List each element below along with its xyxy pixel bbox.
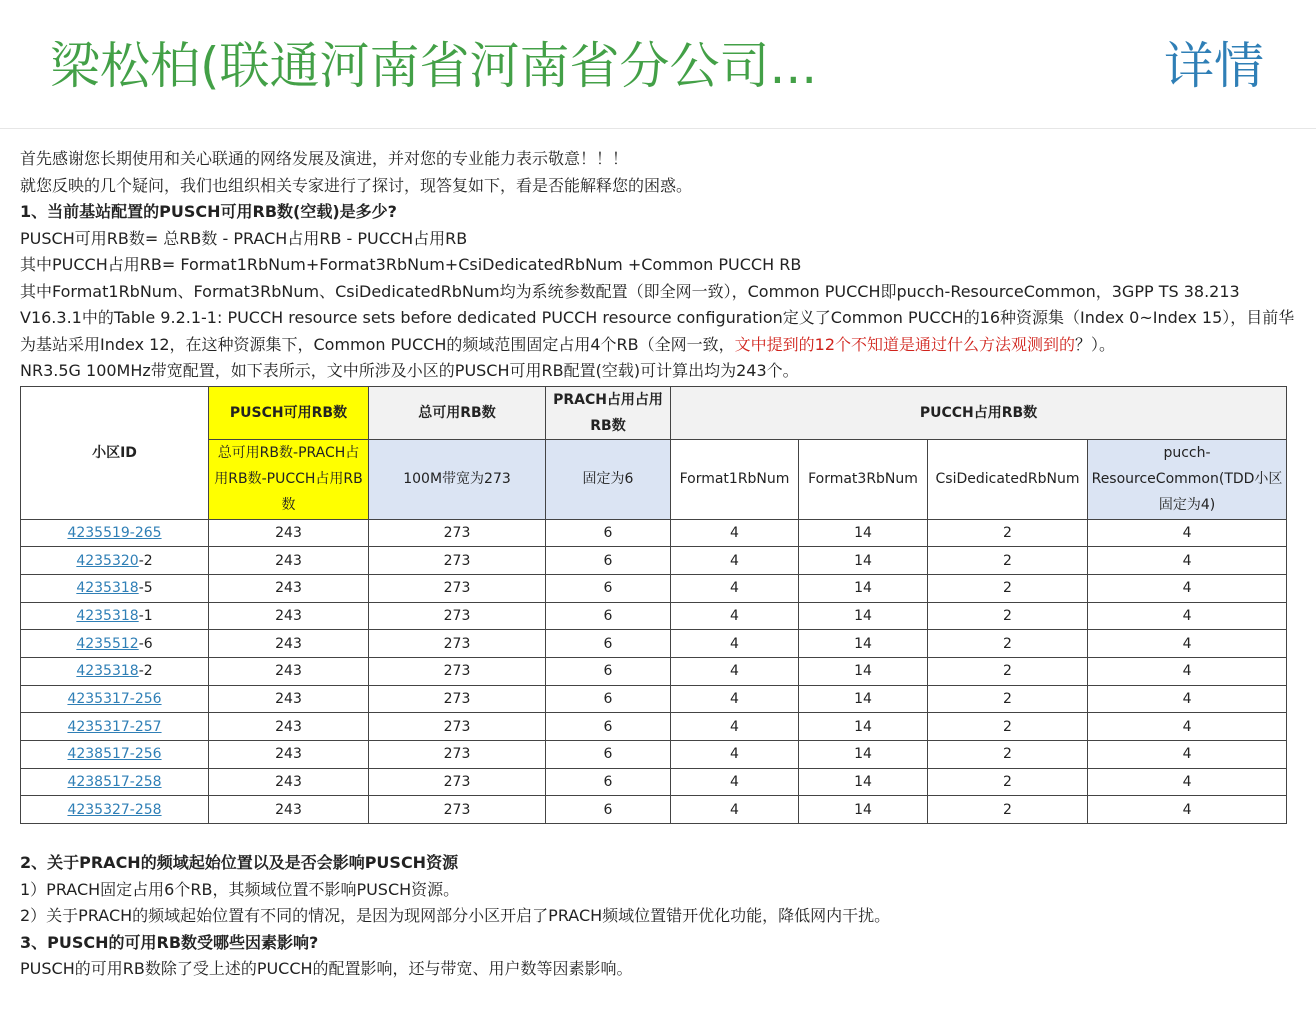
table-row [21,768,1287,796]
format3-cell: 14 [799,657,928,685]
cell-id-suffix: -1 [138,607,153,624]
prach-cell: 6 [546,713,671,741]
cell-id-cell [21,547,209,575]
page-header [0,0,1316,129]
format1-cell: 4 [671,519,799,547]
table-row [21,630,1287,658]
table-row [21,713,1287,741]
cell-id-link[interactable]: 4235318 [76,607,139,624]
total-cell: 273 [369,741,546,769]
pusch-cell: 243 [209,657,369,685]
pusch-cell: 243 [209,574,369,602]
table-row [21,657,1287,685]
header-format1: Format1RbNum [671,439,799,519]
pusch-cell: 243 [209,741,369,769]
cell-id-cell [21,685,209,713]
prach-cell: 6 [546,685,671,713]
header-format3: Format3RbNum [799,439,928,519]
cell-id-link[interactable]: 4238517-258 [67,774,162,791]
format3-cell: 14 [799,768,928,796]
cell-id-link[interactable]: 4235317-257 [67,718,162,735]
csi-cell: 2 [928,741,1088,769]
format1-cell: 4 [671,630,799,658]
header-pusch-sub: 总可用RB数-PRACH占用RB数-PUCCH占用RB数 [209,439,369,519]
cell-id-cell [21,713,209,741]
q2-heading: 2、关于PRACH的频域起始位置以及是否会影响PUSCH资源 [20,853,459,873]
table-row [21,741,1287,769]
reply-content [20,146,1300,983]
csi-cell: 2 [928,547,1088,575]
common-cell: 4 [1088,630,1287,658]
format3-cell: 14 [799,630,928,658]
cell-id-suffix: -5 [138,580,153,597]
prach-cell: 6 [546,630,671,658]
format1-cell: 4 [671,713,799,741]
format3-cell: 14 [799,519,928,547]
q3-answer: PUSCH的可用RB数除了受上述的PUCCH的配置影响，还与带宽、用户数等因素影响。 [20,959,633,979]
intro-line-1: 首先感谢您长期使用和关心联通的网络发展及演进，并对您的专业能力表示敬意！！！ [20,149,629,168]
cell-id-link[interactable]: 4235317-256 [67,690,162,707]
q2-point-1: 1）PRACH固定占用6个RB，其频域位置不影响PUSCH资源。 [20,879,460,899]
csi-cell: 2 [928,657,1088,685]
cell-id-cell [21,768,209,796]
header-total: 总可用RB数 [369,386,546,439]
format3-cell: 14 [799,713,928,741]
pucch-explanation [20,279,1300,359]
cell-id-cell [21,796,209,824]
format1-cell: 4 [671,741,799,769]
total-cell: 273 [369,519,546,547]
format3-cell: 14 [799,685,928,713]
csi-cell: 2 [928,713,1088,741]
format1-cell: 4 [671,796,799,824]
cell-id-link[interactable]: 4235519-265 [67,524,162,541]
table-row [21,574,1287,602]
format1-cell: 4 [671,602,799,630]
header-pucch: PUCCH占用RB数 [671,386,1287,439]
cell-id-suffix: -6 [138,635,153,652]
common-cell: 4 [1088,713,1287,741]
q1-heading: 1、当前基站配置的PUSCH可用RB数(空载)是多少? [20,202,397,221]
format1-cell: 4 [671,685,799,713]
pucch-explanation-main: 其中Format1RbNum、Format3RbNum、CsiDedicatedRbNum均为系统参数配置（即全网一致），Common PUCCH即pucch-ResourceCommon，3GPP TS 38.213 V16.3.1中的Table 9.2.1-1: PUCCH resource sets before dedicated PUCCH resource configuration定义了Common PUCCH的16种资源集（Index 0~Index 15），目前华为基站采用Index 12，在这种资源集下，Common PUCCH的频域范围固定占用4个RB（全网一致， [20,281,1295,354]
cell-id-link[interactable]: 4235318 [76,663,139,680]
cell-id-cell [21,574,209,602]
prach-cell: 6 [546,768,671,796]
pusch-cell: 243 [209,713,369,741]
table-row [21,519,1287,547]
csi-cell: 2 [928,796,1088,824]
csi-cell: 2 [928,630,1088,658]
detail-button[interactable]: 详情 [1164,37,1264,95]
header-csi: CsiDedicatedRbNum [928,439,1088,519]
common-cell: 4 [1088,685,1287,713]
format3-cell: 14 [799,602,928,630]
common-cell: 4 [1088,657,1287,685]
common-cell: 4 [1088,796,1287,824]
pusch-cell: 243 [209,685,369,713]
cell-id-link[interactable]: 4235320 [76,552,139,569]
pusch-cell: 243 [209,547,369,575]
format3-cell: 14 [799,796,928,824]
format3-cell: 14 [799,741,928,769]
prach-cell: 6 [546,574,671,602]
cell-id-cell [21,657,209,685]
pusch-cell: 243 [209,630,369,658]
pusch-formula: PUSCH可用RB数= 总RB数 - PRACH占用RB - PUCCH占用RB [20,228,468,248]
header-cell-id: 小区ID [21,386,209,519]
prach-cell: 6 [546,602,671,630]
total-cell: 273 [369,657,546,685]
prach-cell: 6 [546,547,671,575]
csi-cell: 2 [928,685,1088,713]
total-cell: 273 [369,574,546,602]
cell-id-cell [21,741,209,769]
prach-cell: 6 [546,741,671,769]
common-cell: 4 [1088,741,1287,769]
total-cell: 273 [369,796,546,824]
prach-cell: 6 [546,796,671,824]
format1-cell: 4 [671,768,799,796]
cell-id-cell [21,519,209,547]
header-pusch: PUSCH可用RB数 [209,386,369,439]
common-cell: 4 [1088,547,1287,575]
q2-point-2: 2）关于PRACH的频域起始位置有不同的情况，是因为现网部分小区开启了PRACH频域位置错开优化功能，降低网内干扰。 [20,906,891,926]
format1-cell: 4 [671,657,799,685]
common-cell: 4 [1088,602,1287,630]
total-cell: 273 [369,685,546,713]
cell-id-link[interactable]: 4235318 [76,580,139,597]
cell-id-link[interactable]: 4238517-256 [67,746,162,763]
table-row [21,685,1287,713]
pusch-cell: 243 [209,796,369,824]
total-cell: 273 [369,768,546,796]
pusch-cell: 243 [209,602,369,630]
intro-line-2: 就您反映的几个疑问，我们也组织相关专家进行了探讨，现答复如下，看是否能解释您的困惑。 [20,175,693,195]
table-row [21,547,1287,575]
csi-cell: 2 [928,602,1088,630]
q3-heading: 3、PUSCH的可用RB数受哪些因素影响? [20,932,319,952]
pucch-explanation-red-note: 文中提到的12个不知道是通过什么方法观测到的 [734,334,1076,354]
cell-id-cell [21,602,209,630]
total-cell: 273 [369,602,546,630]
rb-table [20,386,1287,825]
csi-cell: 2 [928,574,1088,602]
common-cell: 4 [1088,574,1287,602]
format1-cell: 4 [671,547,799,575]
common-cell: 4 [1088,768,1287,796]
cell-id-suffix: -2 [138,663,153,680]
format1-cell: 4 [671,574,799,602]
pusch-cell: 243 [209,519,369,547]
cell-id-link[interactable]: 4235327-258 [67,801,162,818]
pucch-formula: 其中PUCCH占用RB= Format1RbNum+Format3RbNum+CsiDedicatedRbNum +Common PUCCH RB [20,255,802,274]
nr-config-line: NR3.5G 100MHz带宽配置，如下表所示，文中所涉及小区的PUSCH可用RB配置(空载)可计算出均为243个。 [20,361,799,380]
header-prach: PRACH占用占用RB数 [546,386,671,439]
pusch-cell: 243 [209,768,369,796]
format3-cell: 14 [799,547,928,575]
rb-table-body [21,519,1287,824]
total-cell: 273 [369,547,546,575]
format3-cell: 14 [799,574,928,602]
csi-cell: 2 [928,768,1088,796]
header-prach-sub: 固定为6 [546,439,671,519]
common-cell: 4 [1088,519,1287,547]
cell-id-link[interactable]: 4235512 [76,635,139,652]
header-total-sub: 100M带宽为273 [369,439,546,519]
cell-id-suffix: -2 [138,552,153,569]
prach-cell: 6 [546,519,671,547]
table-row [21,602,1287,630]
total-cell: 273 [369,630,546,658]
pucch-explanation-end: ？）。 [1075,334,1116,354]
table-row [21,796,1287,824]
csi-cell: 2 [928,519,1088,547]
total-cell: 273 [369,713,546,741]
header-common: pucch-ResourceCommon(TDD小区固定为4) [1088,439,1287,519]
prach-cell: 6 [546,657,671,685]
cell-id-cell [21,630,209,658]
page-title: 梁松柏(联通河南省河南省分公司... [50,37,818,95]
